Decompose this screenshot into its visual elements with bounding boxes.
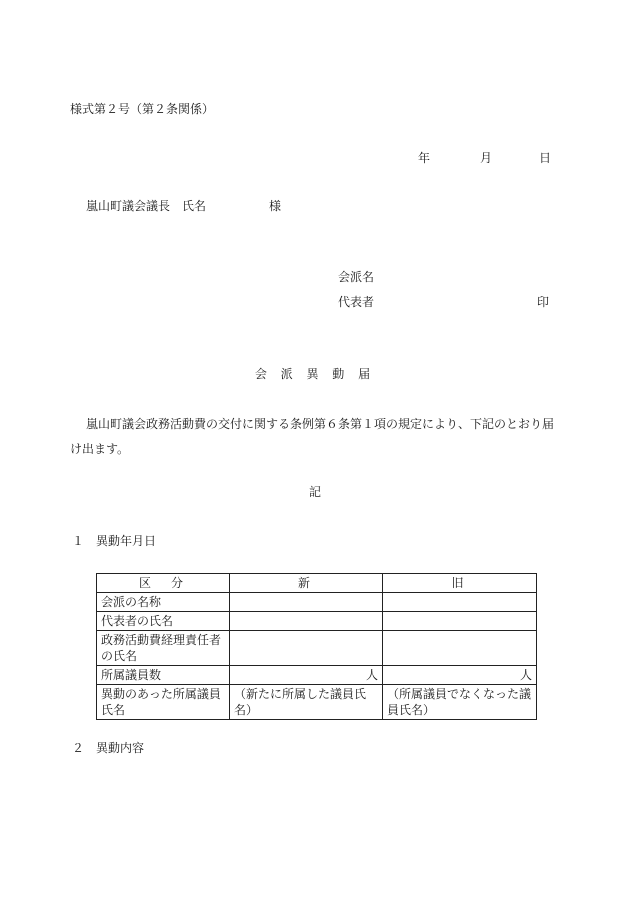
header-old: 旧 <box>383 574 537 593</box>
row-label: 所属議員数 <box>97 666 230 685</box>
table-row <box>97 631 537 666</box>
table-row <box>97 612 537 631</box>
section-1 <box>72 535 156 547</box>
row-label: 会派の名称 <box>97 593 230 612</box>
date-month-label: 月 <box>480 151 493 165</box>
form-number: 様式第２号（第２条関係） <box>70 102 215 116</box>
old-value-cell[interactable] <box>383 593 537 612</box>
faction-name-label: 会派名 <box>338 270 375 284</box>
seal-mark: 印 <box>537 295 550 309</box>
section-2 <box>72 742 144 754</box>
section-label: 異動年月日 <box>96 534 157 548</box>
old-value-cell[interactable] <box>383 612 537 631</box>
table-row <box>97 666 537 685</box>
addressee-name: 名 <box>194 199 207 213</box>
date-day-label: 日 <box>539 151 552 165</box>
table-row <box>97 593 537 612</box>
row-label: 代表者の氏名 <box>97 612 230 631</box>
new-value-cell[interactable] <box>230 612 383 631</box>
ki-mark: 記 <box>308 485 321 499</box>
new-value-cell[interactable] <box>230 593 383 612</box>
addressee-honorific: 様 <box>269 199 282 213</box>
new-member-count-unit: 人 <box>230 666 383 685</box>
new-value-cell[interactable] <box>230 631 383 666</box>
section-number: ２ <box>72 741 85 755</box>
document-title: 会 派 異 動 届 <box>254 367 376 381</box>
section-number: １ <box>72 534 85 548</box>
table-header-row <box>97 574 537 593</box>
date-year-label: 年 <box>418 151 431 165</box>
new-members-note[interactable]: （新たに所属した議員氏名） <box>230 685 383 720</box>
representative-label: 代表者 <box>338 295 375 309</box>
old-member-count-unit: 人 <box>383 666 537 685</box>
row-label: 政務活動費経理責任者の氏名 <box>97 631 230 666</box>
row-label: 異動のあった所属議員氏名 <box>97 685 230 720</box>
section-label: 異動内容 <box>96 741 145 755</box>
addressee-title: 嵐山町議会議長 氏 <box>86 199 195 213</box>
header-category: 区 分 <box>97 574 230 593</box>
body-text: 嵐山町議会政務活動費の交付に関する条例第６条第１項の規定により、下記のとおり届け出ます。 <box>70 417 555 456</box>
old-value-cell[interactable] <box>383 631 537 666</box>
table-row <box>97 685 537 720</box>
change-table <box>96 573 537 720</box>
removed-members-note[interactable]: （所属議員でなくなった議員氏名） <box>383 685 537 720</box>
header-new: 新 <box>230 574 383 593</box>
